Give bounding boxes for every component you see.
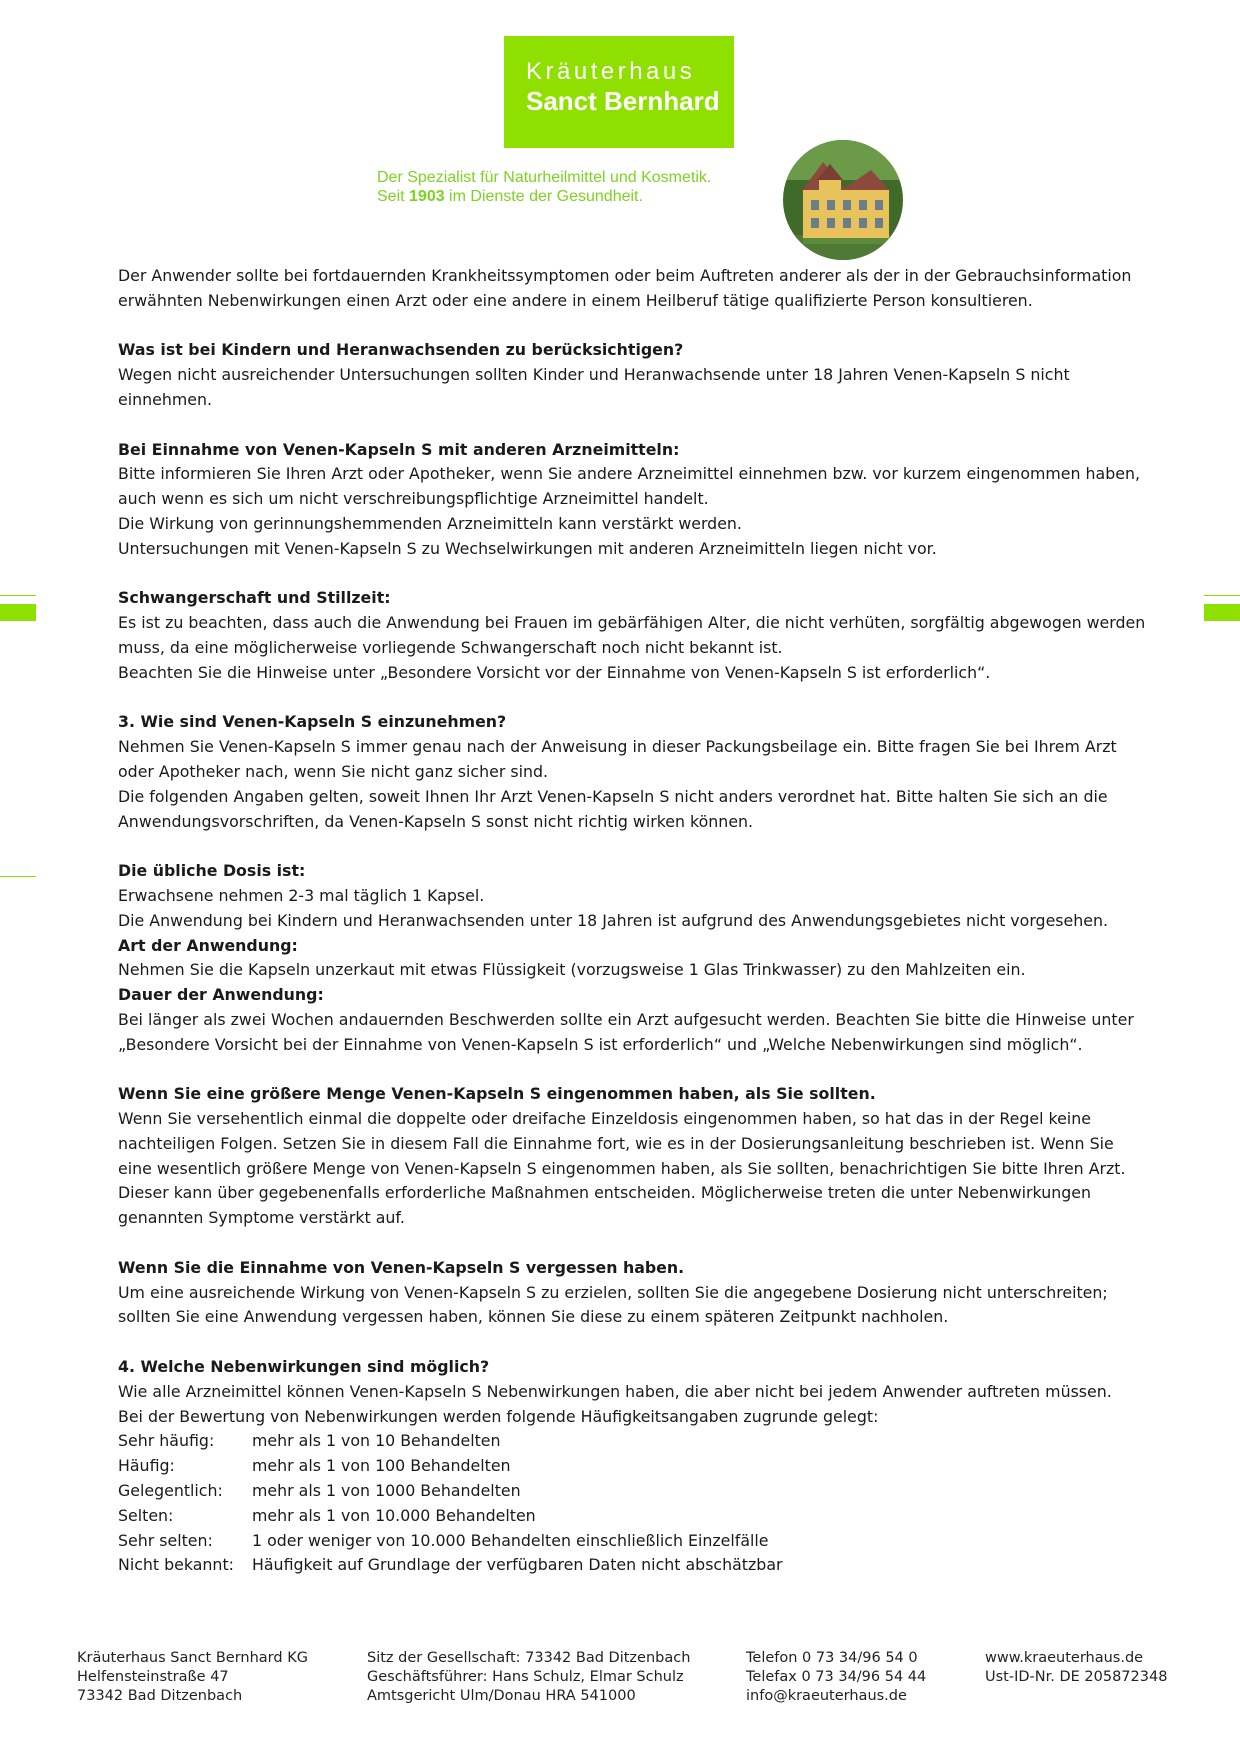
- frequency-row: [118, 1429, 1158, 1454]
- footer-line: Sitz der Gesellschaft: 73342 Bad Ditzenbach: [367, 1650, 691, 1666]
- text-line: Die Wirkung von gerinnungshemmenden Arzneimitteln kann verstärkt werden.: [118, 513, 742, 533]
- section-heading: Bei Einnahme von Venen-Kapseln S mit anderen Arzneimitteln:: [118, 439, 680, 459]
- slogan-year: 1903: [409, 188, 445, 205]
- section-vergessen: [118, 1256, 1158, 1330]
- footer-line: Geschäftsführer: Hans Schulz, Elmar Schulz: [367, 1669, 684, 1685]
- slogan-post: im Dienste der Gesundheit.: [444, 188, 643, 205]
- section-heading: Was ist bei Kindern und Heranwachsenden zu berücksichtigen?: [118, 340, 684, 360]
- footer-email[interactable]: info@kraeuterhaus.de: [746, 1688, 907, 1704]
- frequency-row: [118, 1454, 1158, 1479]
- frequency-row: [118, 1504, 1158, 1529]
- footer-vat-id: Ust-ID-Nr. DE 205872348: [985, 1669, 1168, 1685]
- text-line: genannten Symptome verstärkt auf.: [118, 1208, 405, 1228]
- frequency-value: 1 oder weniger von 10.000 Behandelten einschließlich Einzelfälle: [252, 1530, 769, 1550]
- text-line: Bitte informieren Sie Ihren Arzt oder Apotheker, wenn Sie andere Arzneimittel einnehmen bzw. vor kurzem eingenommen haben,: [118, 464, 1140, 484]
- text-line: Dieser kann über gegebenenfalls erforderliche Maßnahmen entscheiden. Möglicherweise treten die unter Nebenwirkungen: [118, 1183, 1091, 1203]
- footer-contact: [746, 1649, 926, 1706]
- text-line: Wenn Sie versehentlich einmal die doppelte oder dreifache Einzeldosis eingenommen haben, so hat das in der Regel keine: [118, 1109, 1091, 1129]
- frequency-label: Sehr häufig:: [118, 1431, 215, 1451]
- left-punch-line: [0, 876, 36, 877]
- frequency-value: mehr als 1 von 10 Behandelten: [252, 1431, 501, 1451]
- frequency-label: Sehr selten:: [118, 1530, 213, 1550]
- logo-line-1: Kräuterhaus: [526, 58, 696, 85]
- text-line: oder Apotheker nach, wenn Sie nicht ganz sicher sind.: [118, 761, 549, 781]
- footer-registration: [367, 1649, 690, 1706]
- slogan: [377, 168, 711, 206]
- footer-company: [77, 1649, 308, 1706]
- text-line: nachteiligen Folgen. Setzen Sie in diesem Fall die Einnahme fort, wie es in der Dosierungsanleitung beschrieben ist. Wenn Sie: [118, 1133, 1114, 1153]
- section-einnahme: [118, 710, 1158, 834]
- frequency-label: Nicht bekannt:: [118, 1555, 234, 1575]
- frequency-value: mehr als 1 von 1000 Behandelten: [252, 1481, 521, 1501]
- text-line: Um eine ausreichende Wirkung von Venen-Kapseln S zu erzielen, sollten Sie die angegebene Dosierung nicht unterschreiten;: [118, 1282, 1108, 1302]
- text-line: Nehmen Sie Venen-Kapseln S immer genau nach der Anweisung in dieser Packungsbeilage ein. Bitte fragen Sie bei Ihrem Arzt: [118, 737, 1117, 757]
- footer-line: 73342 Bad Ditzenbach: [77, 1688, 243, 1704]
- text-line: Bei länger als zwei Wochen andauernden Beschwerden sollte ein Arzt aufgesucht werden. Beachten Sie bitte die Hinweise unter: [118, 1009, 1134, 1029]
- text-line: Wegen nicht ausreichender Untersuchungen sollten Kinder und Heranwachsende unter 18 Jahren Venen-Kapseln S nicht: [118, 365, 1070, 385]
- footer-web: [985, 1649, 1167, 1687]
- section-arzneimittel: [118, 438, 1158, 562]
- section-heading: Wenn Sie eine größere Menge Venen-Kapseln S eingenommen haben, als Sie sollten.: [118, 1084, 876, 1104]
- text-line: Beachten Sie die Hinweise unter „Besondere Vorsicht vor der Einnahme von Venen-Kapseln S ist erforderlich“.: [118, 662, 991, 682]
- section-ueberdosis: [118, 1082, 1158, 1231]
- text-line: Bei der Bewertung von Nebenwirkungen werden folgende Häufigkeitsangaben zugrunde gelegt:: [118, 1406, 879, 1426]
- text-line: Untersuchungen mit Venen-Kapseln S zu Wechselwirkungen mit anderen Arzneimitteln liegen nicht vor.: [118, 538, 937, 558]
- frequency-label: Gelegentlich:: [118, 1481, 223, 1501]
- frequency-row: [118, 1529, 1158, 1554]
- left-fold-marker: [0, 604, 36, 621]
- footer-line: Helfensteinstraße 47: [77, 1669, 229, 1685]
- brand-logo: [504, 36, 734, 148]
- text-line: muss, da eine möglicherweise vorliegende Schwangerschaft noch nicht bekannt ist.: [118, 637, 783, 657]
- frequency-value: mehr als 1 von 100 Behandelten: [252, 1456, 511, 1476]
- footer-fax: Telefax 0 73 34/96 54 44: [746, 1669, 927, 1685]
- text-line: sollten Sie eine Anwendung vergessen haben, können Sie diese zu einem späteren Zeitpunkt nachholen.: [118, 1307, 949, 1327]
- building-photo: [783, 140, 903, 260]
- text-line: Anwendungsvorschriften, da Venen-Kapseln S sonst nicht richtig wirken können.: [118, 811, 754, 831]
- text-line: auch wenn es sich um nicht verschreibungspflichtige Arzneimittel handelt.: [118, 489, 709, 509]
- left-fold-line-top: [0, 595, 36, 596]
- text-line: einnehmen.: [118, 389, 213, 409]
- text-line: „Besondere Vorsicht bei der Einnahme von Venen-Kapseln S ist erforderlich“ und „Welche Nebenwirkungen sind möglich“.: [118, 1034, 1083, 1054]
- slogan-pre: Seit: [377, 188, 410, 205]
- leaflet-body: [118, 264, 1158, 1578]
- section-kinder: [118, 338, 1158, 412]
- frequency-label: Selten:: [118, 1505, 174, 1525]
- footer-website-link[interactable]: www.kraeuterhaus.de: [985, 1650, 1144, 1666]
- slogan-line-1: Der Spezialist für Naturheilmittel und Kosmetik.: [377, 169, 712, 186]
- frequency-row: [118, 1479, 1158, 1504]
- text-line: Die Anwendung bei Kindern und Heranwachsenden unter 18 Jahren ist aufgrund des Anwendungsgebietes nicht vorgesehen.: [118, 910, 1108, 930]
- frequency-value: Häufigkeit auf Grundlage der verfügbaren Daten nicht abschätzbar: [252, 1555, 783, 1575]
- text-line: erwähnten Nebenwirkungen einen Arzt oder eine andere in einem Heilberuf tätige qualifizierte Person konsultieren.: [118, 290, 1033, 310]
- logo-line-2: Sanct Bernhard: [526, 86, 720, 116]
- footer-line: Amtsgericht Ulm/Donau HRA 541000: [367, 1688, 636, 1704]
- intro-paragraph: [118, 264, 1158, 314]
- text-line: Wie alle Arzneimittel können Venen-Kapseln S Nebenwirkungen haben, die aber nicht bei jedem Anwender auftreten müssen.: [118, 1381, 1112, 1401]
- footer-line: Kräuterhaus Sanct Bernhard KG: [77, 1650, 308, 1666]
- subsection-heading: Dauer der Anwendung:: [118, 985, 324, 1005]
- right-fold-marker: [1204, 604, 1240, 621]
- text-line: Es ist zu beachten, dass auch die Anwendung bei Frauen im gebärfähigen Alter, die nicht verhüten, sorgfältig abgewogen werden: [118, 613, 1146, 633]
- subsection-heading: Art der Anwendung:: [118, 935, 298, 955]
- text-line: Die folgenden Angaben gelten, soweit Ihnen Ihr Arzt Venen-Kapseln S nicht anders verordnet hat. Bitte halten Sie sich an die: [118, 786, 1108, 806]
- section-heading: Schwangerschaft und Stillzeit:: [118, 588, 391, 608]
- frequency-value: mehr als 1 von 10.000 Behandelten: [252, 1505, 536, 1525]
- section-nebenwirkungen: [118, 1355, 1158, 1578]
- section-heading: 4. Welche Nebenwirkungen sind möglich?: [118, 1357, 490, 1377]
- section-schwangerschaft: [118, 586, 1158, 685]
- section-dosis: [118, 859, 1158, 1057]
- text-line: eine wesentlich größere Menge von Venen-Kapseln S eingenommen haben, als Sie sollten, benachrichtigen Sie bitte Ihren Arzt.: [118, 1158, 1126, 1178]
- frequency-row: [118, 1553, 1158, 1578]
- footer-phone: Telefon 0 73 34/96 54 0: [746, 1650, 918, 1666]
- section-heading: Wenn Sie die Einnahme von Venen-Kapseln S vergessen haben.: [118, 1257, 685, 1277]
- text-line: Erwachsene nehmen 2-3 mal täglich 1 Kapsel.: [118, 885, 485, 905]
- frequency-label: Häufig:: [118, 1456, 175, 1476]
- section-heading: 3. Wie sind Venen-Kapseln S einzunehmen?: [118, 712, 507, 732]
- right-fold-line-top: [1204, 595, 1240, 596]
- text-line: Der Anwender sollte bei fortdauernden Krankheitssymptomen oder beim Auftreten anderer als der in der Gebrauchsinformation: [118, 266, 1132, 285]
- slogan-line-2: [377, 187, 711, 206]
- section-heading: Die übliche Dosis ist:: [118, 861, 306, 881]
- text-line: Nehmen Sie die Kapseln unzerkaut mit etwas Flüssigkeit (vorzugsweise 1 Glas Trinkwasser) zu den Mahlzeiten ein.: [118, 960, 1026, 980]
